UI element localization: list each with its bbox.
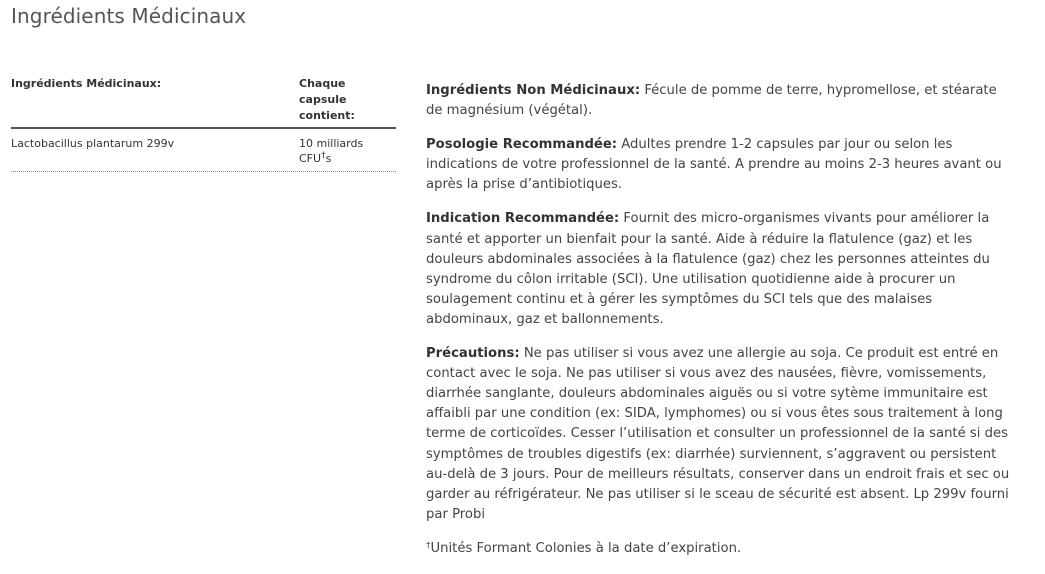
medicinal-ingredients-table xyxy=(11,76,396,172)
ingredient-name-cell: Lactobacillus plantarum 299v xyxy=(11,137,175,150)
recommended-dosage-label: Posologie Recommandée: xyxy=(426,137,618,153)
recommended-dosage-text: Adultes prendre 1-2 capsules par jour ou selon les indications de votre professionnel de la santé. A prendre au moins 2-3 heures avant ou après la prise d’antibiotiques. xyxy=(426,137,1002,193)
recommended-indication-section xyxy=(426,209,1011,330)
footnote-text: Unités Formant Colonies à la date d’expiration. xyxy=(430,540,742,556)
recommended-indication-text: Fournit des micro-organismes vivants pour améliorer la santé et apporter un bienfait pour la santé. Aide à réduire la flatulence (gaz) et les douleurs abdominales associées à la flatulence (gaz) chez les personnes atteintes du syndrome du côlon irritable (SCI). Une utilisation quotidienne aide à procurer un soulagement continu et à gérer les symptômes du SCI tels que des malaises abdominaux, gaz et ballonnements. xyxy=(426,211,990,327)
table-row xyxy=(11,129,396,172)
amount-value: 10 milliards xyxy=(299,137,364,150)
ingredient-column-header: Ingrédients Médicinaux: xyxy=(11,77,162,90)
unit-prefix: CFU xyxy=(299,152,322,165)
cfu-footnote xyxy=(426,539,1011,559)
precautions-section xyxy=(426,344,1011,525)
amount-column-header: Chaque capsule contient: xyxy=(299,77,355,122)
recommended-dosage-section xyxy=(426,135,1011,195)
non-medicinal-ingredients-section xyxy=(426,81,1011,121)
recommended-indication-label: Indication Recommandée: xyxy=(426,211,620,227)
page-title: Ingrédients Médicinaux xyxy=(11,4,247,28)
ingredient-amount-cell xyxy=(299,136,396,166)
precautions-label: Précautions: xyxy=(426,346,520,362)
table-header-row xyxy=(11,76,396,129)
footnote-dagger-mark: † xyxy=(426,540,431,551)
precautions-text: Ne pas utiliser si vous avez une allergie au soja. Ce produit est entré en contact avec le soja. Ne pas utiliser si vous avez des nausées, fièvre, vomissements, diarrhée sanglante, douleurs abdominales aiguës ou si votre sytème immunitaire est affaibli par une condition (ex: SIDA, lymphomes) ou si vous êtes sous traitement à long terme de corticoïdes. Cesser l’utilisation et consulter un professionnel de la santé si des symptômes de troubles digestifs (ex: diarrhée) surviennent, s’aggravent ou persistent au-delà de 3 jours. Pour de meilleurs résultats, conserver dans un endroit frais et sec ou garder au réfrigérateur. Ne pas utiliser si le sceau de sécurité est absent. Lp 299v fourni par Probi xyxy=(426,346,1010,522)
product-details xyxy=(426,81,1011,559)
amount-unit xyxy=(299,151,396,166)
dagger-mark: † xyxy=(321,151,326,161)
non-medicinal-ingredients-label: Ingrédients Non Médicinaux: xyxy=(426,83,641,98)
unit-suffix: s xyxy=(325,152,332,165)
non-medicinal-ingredients-text: Fécule de pomme de terre, hypromellose, et stéarate de magnésium (végétal). xyxy=(426,83,997,119)
